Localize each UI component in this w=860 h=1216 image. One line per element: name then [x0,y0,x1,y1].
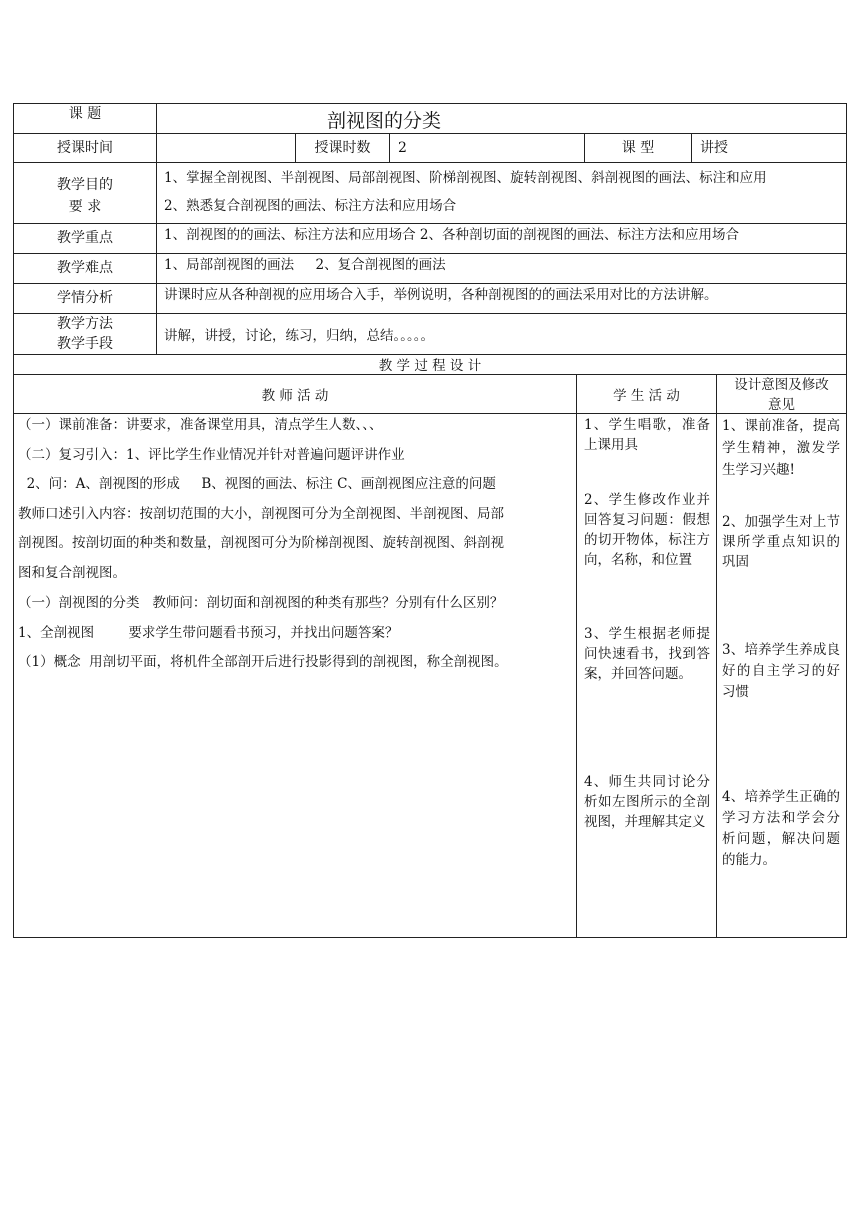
design-intent-item: 4、培养学生正确的学习方法和学会分析问题，解决问题的能力。 [722,789,840,868]
teacher-paragraph: 剖视图。按剖切面的种类和数量，剖视图可分为阶梯剖视图、旋转剖视图、斜剖视 [18,535,504,551]
analysis-text: 讲课时应从各种剖视的应用场合入手，举例说明，各种剖视图的的画法采用对比的方法讲解。 [164,287,718,303]
method-label [14,314,156,354]
teacher-paragraph: （1）概念 用剖切平面，将机件全部剖开后进行投影得到的剖视图，称全剖视图。 [18,654,508,670]
table-border [846,103,847,938]
time-label: 授课时间 [57,140,113,156]
student-activity-item: 1、学生唱歌，准备上课用具 [584,417,710,453]
time-value [157,133,295,163]
student-activity-item: 4、师生共同讨论分析如左图所示的全剖视图，并理解其定义 [584,774,710,830]
teacher-paragraph: 1、全剖视图 要求学生带问题看书预习，并找出问题答案？ [18,625,399,641]
goal-item: 2、熟悉复合剖视图的画法、标注方法和应用场合 [164,198,457,214]
goal-item: 1、掌握全剖视图、半剖视图、局部剖视图、阶梯剖视图、旋转剖视图、斜剖视图的画法、标注和应用 [164,170,767,186]
design-intent-item: 2、加强学生对上节课所学重点知识的巩固 [722,514,840,570]
design-intent-item: 3、培养学生养成良好的自主学习的好习惯 [722,642,840,700]
type-value: 讲授 [700,140,728,156]
difficulty-text: 1、局部剖视图的画法 2、复合剖视图的画法 [164,257,446,273]
table-border [13,937,847,938]
teacher-paragraph: （一）课前准备：讲要求，准备课堂用具，清点学生人数、、、 [18,417,383,433]
method-text: 讲解，讲授，讨论，练习，归纳，总结。。。。。 [164,328,434,344]
difficulty-label: 教学难点 [57,260,113,276]
goal-text [164,164,767,220]
hours-value: 2 [398,140,407,156]
method-label-line: 教学手段 [57,336,113,352]
analysis-label: 学情分析 [57,290,113,306]
design-header-line: 设计意图及修改 [734,377,829,393]
table-border [576,374,577,938]
method-label-line: 教学方法 [57,316,113,332]
student-activity-item: 2、学生修改作业并回答复习问题：假想的切开物体，标注方向，名称，和位置 [584,492,710,568]
key-label: 教学重点 [57,230,113,246]
page-title: 剖视图的分类 [327,110,442,132]
design-column-header [717,375,846,415]
hours-label: 授课时数 [314,140,371,156]
process-title: 教 学 过 程 设 计 [378,358,482,374]
table-border [716,374,717,938]
design-header-line: 意见 [768,397,795,413]
goal-label-line: 教学目的 [57,177,113,193]
teacher-paragraph: （二）复习引入：1、评比学生作业情况并针对普遍问题评讲作业 [18,447,405,463]
design-intent-item: 1、课前准备，提高学生精神，激发学生学习兴趣! [722,418,840,478]
topic-label: 课 题 [68,106,102,122]
teacher-paragraph: 教师口述引入内容：按剖切范围的大小，剖视图可分为全剖视图、半剖视图、局部 [18,506,504,522]
teacher-paragraph: 2、问：A、剖视图的形成 B、视图的画法、标注 C、画剖视图应注意的问题 [18,476,496,492]
student-column-header: 学 生 活 动 [613,387,680,404]
goal-label [14,174,156,218]
teacher-column-header: 教 师 活 动 [261,387,329,404]
student-activity-item: 3、学生根据老师提问快速看书，找到答案，并回答问题。 [584,626,710,682]
key-text: 1、剖视图的的画法、标注方法和应用场合 2、各种剖切面的剖视图的画法、标注方法和应用场合 [164,227,739,243]
teacher-paragraph: 图和复合剖视图。 [18,565,126,581]
goal-label-line: 要 求 [68,199,102,215]
teacher-paragraph: （一）剖视图的分类 教师问：剖切面和剖视图的种类有那些？分别有什么区别？ [18,595,504,611]
type-label: 课 型 [621,140,655,156]
